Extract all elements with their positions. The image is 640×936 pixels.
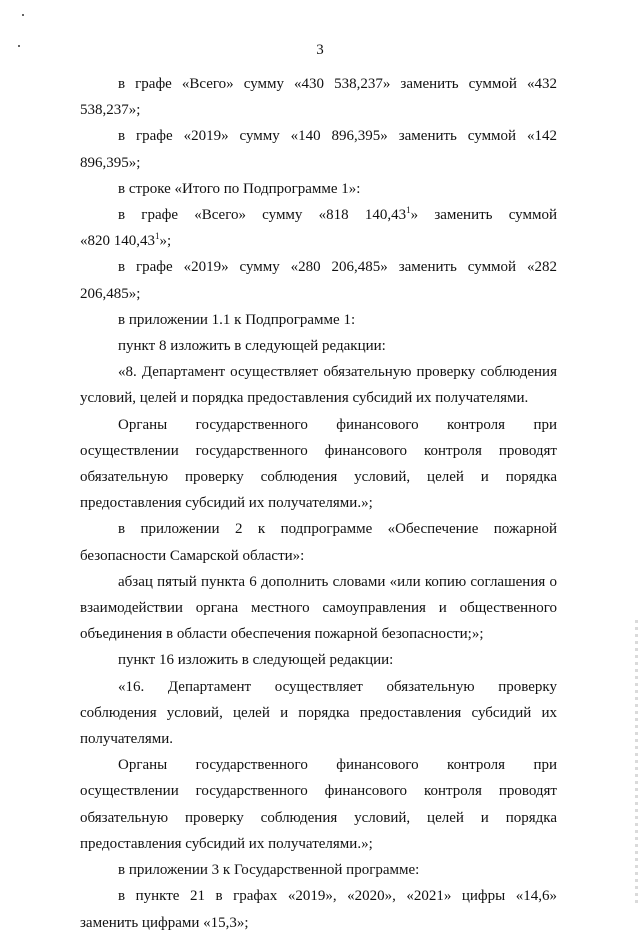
paragraph: в приложении 3 к Государственной программе: (118, 862, 420, 879)
paragraph: абзац пятый пункта 6 дополнить словами «или копию соглашения о взаимодействии органа местного самоуправления и общественного объединения в области обеспечения пожарной безопасности;»; (80, 573, 557, 643)
paragraph: в графе «2019» сумму «140 896,395» заменить суммой «142 896,395»; (80, 128, 557, 171)
text-fragment: »; (159, 233, 172, 250)
scan-edge-artifact (635, 620, 638, 905)
paragraph: в строке «Итого по Подпрограмме 1»: (118, 180, 361, 197)
paragraph: в графе «2019» сумму «280 206,485» заменить суммой «282 206,485»; (80, 259, 557, 302)
paragraph (80, 202, 557, 254)
scan-dot (22, 14, 24, 16)
text-fragment: «820 140,43 (80, 233, 155, 250)
paragraph: Органы государственного финансового контроля при осуществлении государственного финансового контроля проводят обязательную проверку соблюдения условий, целей и порядка предоставления субсидий их получателями.»; (80, 757, 557, 852)
paragraph: пункт 16 изложить в следующей редакции: (118, 652, 394, 669)
paragraph-line (80, 202, 557, 228)
paragraph: Органы государственного финансового контроля при осуществлении государственного финансового контроля проводят обязательную проверку соблюдения условий, целей и порядка предоставления субсидий их получателями.»; (80, 416, 557, 512)
document-body (80, 71, 557, 936)
page-number: 3 (316, 42, 324, 58)
text-fragment: » заменить суммой (410, 207, 557, 224)
paragraph: в приложении 1.1 к Подпрограмме 1: (118, 311, 356, 328)
paragraph: «16. Департамент осуществляет обязательную проверку соблюдения условий, целей и порядка предоставления субсидий их получателями. (80, 678, 557, 748)
footnote-mark: 1 (155, 231, 160, 242)
paragraph: в пункте 21 в графах «2019», «2020», «2021» цифры «14,6» заменить цифрами «15,3»; (80, 888, 557, 931)
paragraph: в графе «Всего» сумму «430 538,237» заменить суммой «432 538,237»; (80, 76, 557, 119)
text-fragment: в графе «Всего» сумму «818 140,43 (118, 207, 407, 224)
footnote-mark: 1 (406, 205, 411, 216)
paragraph: «8. Департамент осуществляет обязательную проверку соблюдения условий, целей и порядка предоставления субсидий их получателями. (80, 364, 557, 407)
paragraph: пункт 8 изложить в следующей редакции: (118, 338, 386, 355)
paragraph: в приложении 2 к подпрограмме «Обеспечение пожарной безопасности Самарской области»: (80, 521, 557, 564)
paragraph-line (80, 228, 557, 254)
